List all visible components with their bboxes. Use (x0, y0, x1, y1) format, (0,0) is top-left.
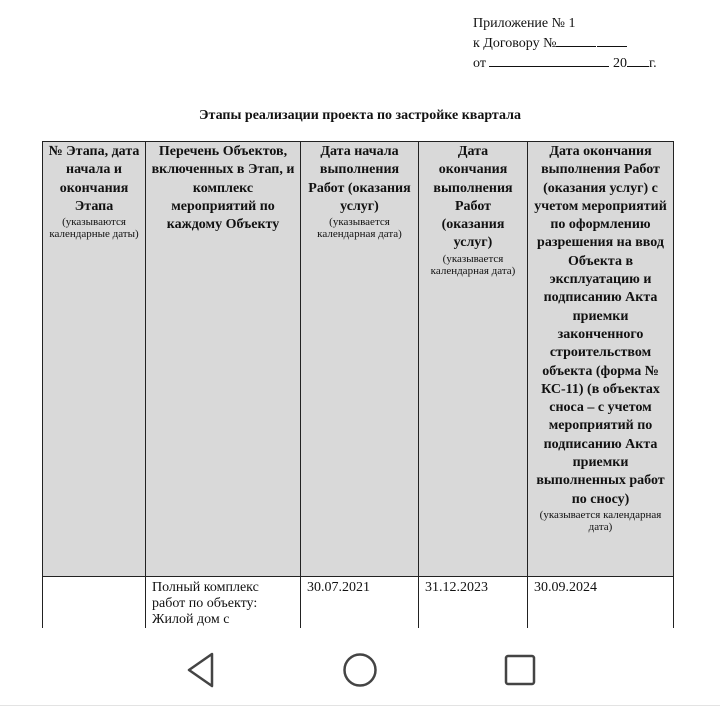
document-title: Этапы реализации проекта по застройке квартала (199, 108, 521, 123)
header-end-date: Дата окончания выполнения Работ (оказания услуг) (указывается календарная дата) (419, 142, 528, 577)
cell-start-date: 30.07.2021 (301, 577, 419, 629)
home-icon (341, 651, 379, 689)
cell-objects: Полный комплекс работ по объекту: Жилой дом с (146, 577, 301, 629)
header-start-date: Дата начала выполнения Работ (оказания услуг) (указывается календарная дата) (301, 142, 419, 577)
appendix-contract-line: к Договору № (473, 33, 713, 53)
cell-end-date: 31.12.2023 (419, 577, 528, 629)
nav-divider (0, 705, 720, 706)
header-objects: Перечень Объектов, включенных в Этап, и комплекс мероприятий по каждому Объекту (146, 142, 301, 577)
recents-button[interactable] (490, 648, 550, 692)
back-button[interactable] (170, 648, 230, 692)
header-stage: № Этапа, дата начала и окончания Этапа (указываются календарные даты) (43, 142, 146, 577)
appendix-date-line: от 20 г. (473, 53, 713, 73)
cell-final-date: 30.09.2024 (528, 577, 674, 629)
table-header-row (43, 142, 674, 577)
navigation-bar (0, 628, 720, 709)
appendix-header (473, 15, 713, 73)
stages-table (42, 141, 674, 628)
table-row (43, 577, 674, 629)
recents-icon (503, 653, 537, 687)
home-button[interactable] (330, 648, 390, 692)
header-final-date: Дата окончания выполнения Работ (оказания услуг) с учетом мероприятий по оформлению разрешения на ввод Объекта в эксплуатацию и подписанию Акта приемки законченного строительством объекта (форма № КС-11) (в объектах сноса – с учетом мероприятий по подписанию Акта приемки выполненных работ по сносу) (указывается календарная дата) (528, 142, 674, 577)
back-icon (183, 650, 217, 690)
appendix-number: Приложение № 1 (473, 16, 576, 31)
cell-stage (43, 577, 146, 629)
